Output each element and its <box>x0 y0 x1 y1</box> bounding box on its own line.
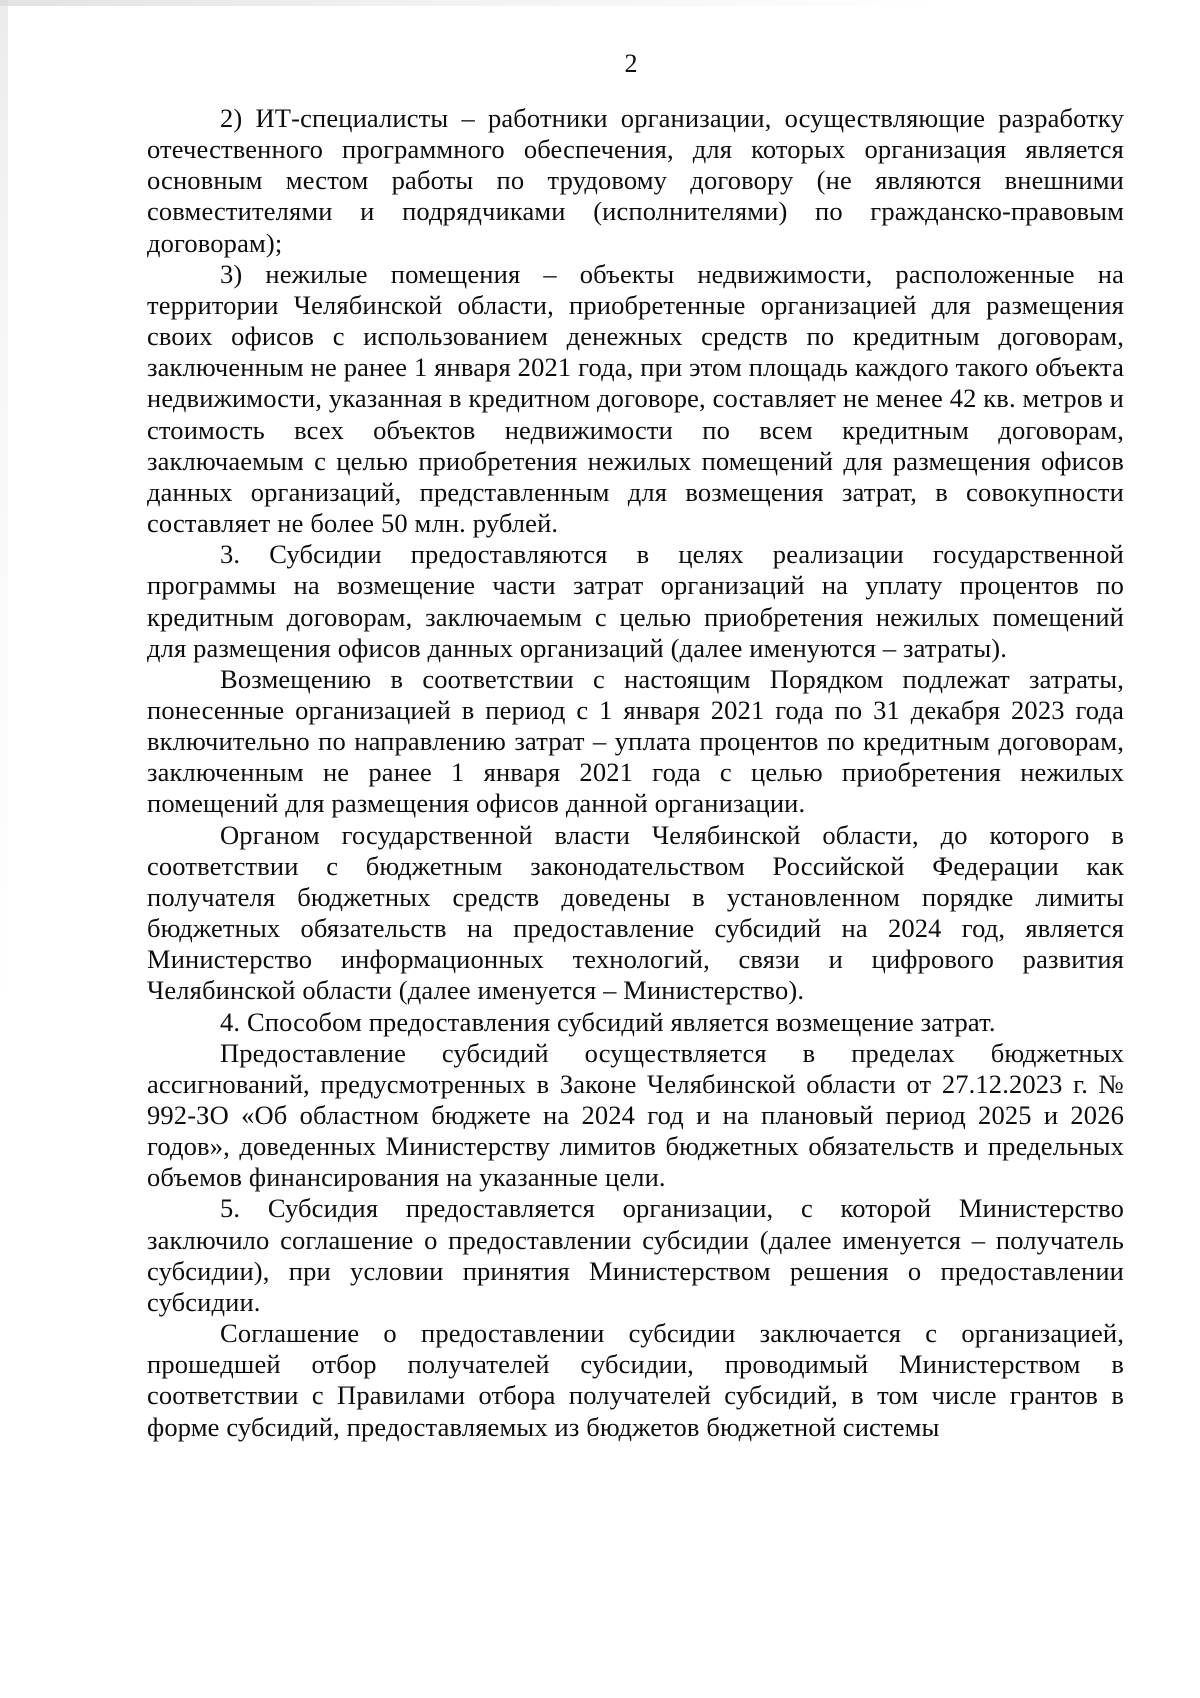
paragraph-reimbursement-period: Возмещению в соответствии с настоящим Порядком подлежат затраты, понесенные организацией в период с 1 января 2021 года по 31 декабря 2023 года включительно по направлению затрат – уплата процентов по кредитным договорам, заключенным не ранее 1 января 2021 года с целью приобретения нежилых помещений для размещения офисов данной организации. <box>147 663 1124 819</box>
paragraph-method: 4. Способом предоставления субсидий является возмещение затрат. <box>220 1006 996 1037</box>
paragraph-budget-allocations: Предоставление субсидий осуществляется в пределах бюджетных ассигнований, предусмотренных в Законе Челябинской области от 27.12.2023 г. № 992-ЗО «Об областном бюджете на 2024 год и на плановый период 2025 и 2026 годов», доведенных Министерству лимитов бюджетных обязательств и предельных объемов финансирования на указанные цели. <box>147 1037 1124 1193</box>
scan-edge-left <box>0 0 8 1698</box>
page-number: 2 <box>624 49 638 78</box>
paragraph-government-body: Органом государственной власти Челябинской области, до которого в соответствии с бюджетным законодательством Российской Федерации как получателя бюджетных средств доведены в установленном порядке лимиты бюджетных обязательств на предоставление субсидий на 2024 год, является Министерство информационных технологий, связи и цифрового развития Челябинской области (далее именуется – Министерство). <box>147 819 1124 1006</box>
document-body <box>147 103 1124 1443</box>
paragraph-it-specialists: 2) ИТ-специалисты – работники организации, осуществляющие разработку отечественного программного обеспечения, для которых организация является основным местом работы по трудовому договору (не являются внешними совместителями и подрядчиками (исполнителями) по гражданско-правовым договорам); <box>147 103 1124 258</box>
paragraph-subsidy-purpose: 3. Субсидии предоставляются в целях реализации государственной программы на возмещение части затрат организаций на уплату процентов по кредитным договорам, заключаемым с целью приобретения нежилых помещений для размещения офисов данных организаций (далее именуются – затраты). <box>147 539 1124 663</box>
paragraph-selection: Соглашение о предоставлении субсидии заключается с организацией, прошедшей отбор получателей субсидии, проводимый Министерством в соответствии с Правилами отбора получателей субсидий, в том числе грантов в форме субсидий, предоставляемых из бюджетов бюджетной системы <box>147 1318 1124 1442</box>
paragraph-nonresidential-premises: 3) нежилые помещения – объекты недвижимости, расположенные на территории Челябинской области, приобретенные организацией для размещения своих офисов с использованием денежных средств по кредитным договорам, заключенным не ранее 1 января 2021 года, при этом площадь каждого такого объекта недвижимости, указанная в кредитном договоре, составляет не менее 42 кв. метров и стоимость всех объектов недвижимости по всем кредитным договорам, заключаемым с целью приобретения нежилых помещений для размещения офисов данных организаций, представленным для возмещения затрат, в совокупности составляет не более 50 млн. рублей. <box>147 258 1124 539</box>
scan-edge-top <box>0 0 940 6</box>
paragraph-subsidy-agreement: 5. Субсидия предоставляется организации, с которой Министерство заключило соглашение о предоставлении субсидии (далее именуется – получатель субсидии), при условии принятия Министерством решения о предоставлении субсидии. <box>147 1193 1124 1317</box>
